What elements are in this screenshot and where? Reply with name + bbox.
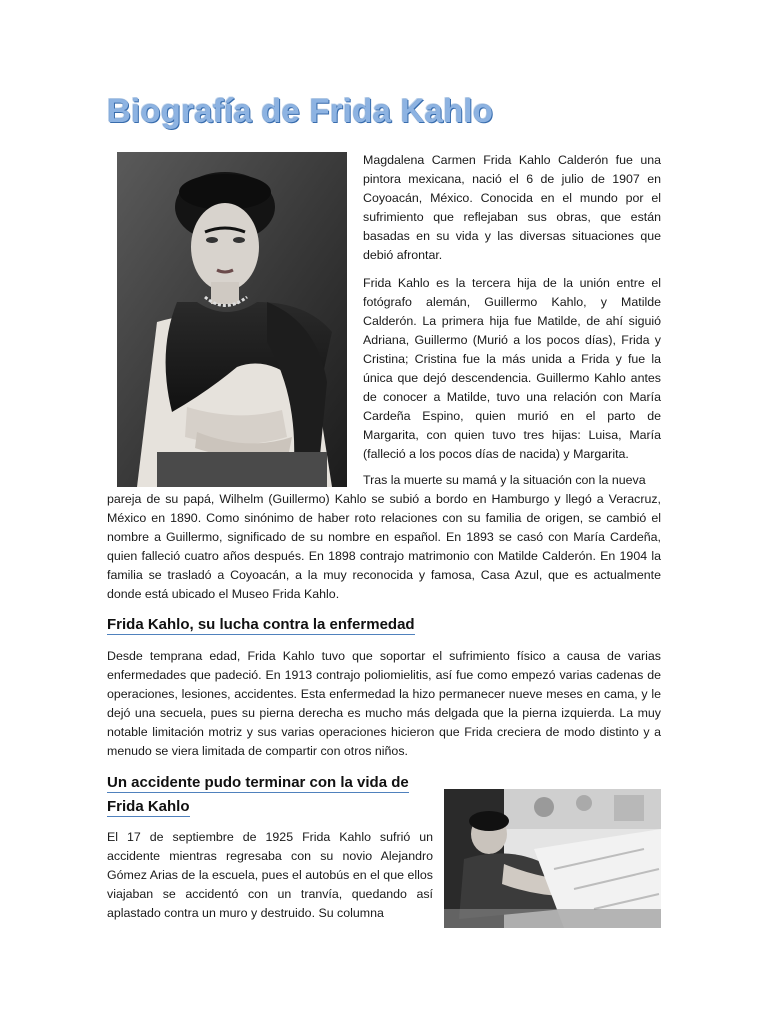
section-heading-illness: [107, 613, 415, 637]
page-title: Biografía de Frida Kahlo: [107, 92, 494, 129]
family-paragraph: Frida Kahlo es la tercera hija de la unión entre el fotógrafo alemán, Guillermo Kahlo, y Matilde Calderón. La primera hija fue Matilde, de ahí siguió Adriana, Guillermo (Murió a los pocos días), Frida y Cristina; Cristina fue la más unida a Frida y fue la única que dejó descendencia. Guillermo Kahlo antes de conocer a Matilde, tuvo una relación con María Cardeña Espino, quien murió en el parto de Margarita, con quien tuvo tres hijas: Luisa, María (falleció a los pocos días de nacida) y Margarita.: [363, 276, 661, 461]
section-heading-accident-line2: Frida Kahlo: [107, 798, 190, 815]
illness-paragraph: Desde temprana edad, Frida Kahlo tuvo que soportar el sufrimiento físico a causa de varias enfermedades que padeció. En 1913 contrajo poliomielitis, así fue como empezó varias cadenas de operaciones, lesiones, accidentes. Esta enfermedad la hizo permanecer nueve meses en cama, y le dejó una secuela, pues su pierna derecha es mucho más delgada que la pierna izquierda. La muy notable limitación motriz y sus varias operaciones hicieron que Frida creciera de modo distinto y a menudo se viera limitada de compartir con otros niños.: [107, 649, 661, 758]
accident-paragraph: El 17 de septiembre de 1925 Frida Kahlo sufrió un accidente mientras regresaba con su novio Alejandro Gómez Arias de la escuela, pues el autobús en el que ellos viajaban se accidentó con un tranvía, quedando así aplastado contra un muro y destruido. Su columna: [107, 830, 433, 920]
father-paragraph-start: Tras la muerte su mamá y la situación con la nueva: [363, 473, 646, 487]
portrait-photo: [117, 152, 347, 487]
section-heading-accident-line1: Un accidente pudo terminar con la vida de: [107, 774, 409, 791]
intro-paragraph: Magdalena Carmen Frida Kahlo Calderón fue una pintora mexicana, nació el 6 de julio de 1907 en Coyoacán, México. Conocida en el mundo por el sufrimiento que reflejaban sus obras, que están basadas en su vida y las diversas situaciones que debió afrontar.: [363, 153, 661, 262]
bedridden-image: [444, 789, 661, 928]
section-heading-illness-text: Frida Kahlo, su lucha contra la enfermedad: [107, 616, 415, 633]
bedridden-photo: [444, 789, 661, 928]
portrait-image: [117, 152, 347, 487]
section-heading-accident: [107, 771, 433, 819]
father-paragraph: pareja de su papá, Wilhelm (Guillermo) Kahlo se subió a bordo en Hamburgo y llegó a Veracruz, México en 1890. Como sinónimo de haber roto relaciones con su familia de origen, se cambió el nombre a Guillermo, significado de su nombre en español. En 1893 se casó con María Cardeña, quien falleció cuatro años después. En 1898 contrajo matrimonio con Matilde Calderón. En 1904 la familia se trasladó a Coyoacán, a la muy reconocida y famosa, Casa Azul, que es actualmente donde está ubicado el Museo Frida Kahlo.: [107, 492, 661, 601]
